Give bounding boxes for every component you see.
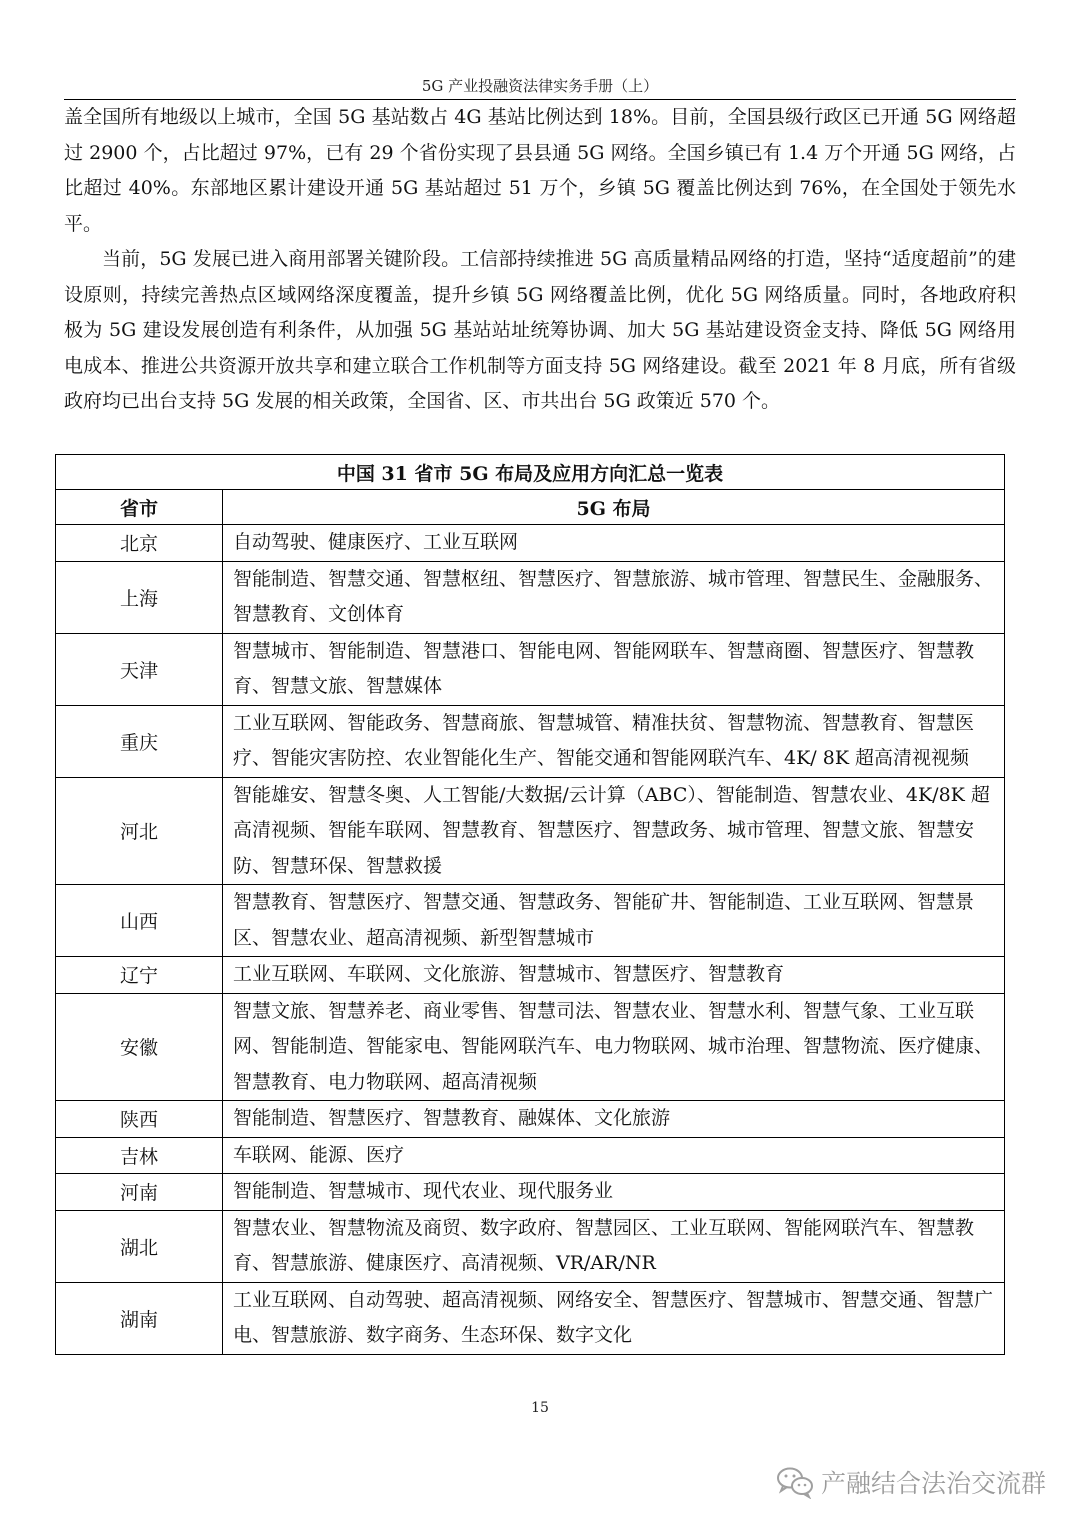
layout-cell: 自动驾驶、健康医疗、工业互联网 [223, 525, 1005, 562]
body-paragraph: 盖全国所有地级以上城市，全国 5G 基站数占 4G 基站比例达到 18%。目前，全国县级行政区已开通 5G 网络超过 2900 个，占比超过 97%，已有 29 个省份实现了县县通 5G 网络。全国乡镇已有 1.4 万个开通 5G 网络，占比超过 40%。东部地区累计建设开通 5G 基站超过 51 万个，乡镇 5G 覆盖比例达到 76%，在全国处于领先水平。 [64, 106, 1016, 235]
province-cell: 吉林 [56, 1137, 223, 1174]
province-cell: 河北 [56, 777, 223, 885]
province-cell: 北京 [56, 525, 223, 562]
province-cell: 山西 [56, 885, 223, 957]
province-cell: 湖南 [56, 1282, 223, 1354]
layout-cell: 智能制造、智慧交通、智慧枢纽、智慧医疗、智慧旅游、城市管理、智慧民生、金融服务、智慧教育、文创体育 [223, 561, 1005, 633]
table-row [56, 1174, 1005, 1211]
layout-cell: 车联网、能源、医疗 [223, 1137, 1005, 1174]
watermark [775, 1462, 1046, 1502]
column-header-province: 省市 [56, 490, 223, 525]
province-cell: 安徽 [56, 993, 223, 1101]
layout-cell: 智慧教育、智慧医疗、智慧交通、智慧政务、智能矿井、智能制造、工业互联网、智慧景区、智慧农业、超高清视频、新型智慧城市 [223, 885, 1005, 957]
layout-cell: 工业互联网、车联网、文化旅游、智慧城市、智慧医疗、智慧教育 [223, 957, 1005, 994]
table-header-row [56, 490, 1005, 525]
body-paragraph: 当前，5G 发展已进入商用部署关键阶段。工信部持续推进 5G 高质量精品网络的打造，坚持“适度超前”的建设原则，持续完善热点区域网络深度覆盖，提升乡镇 5G 网络覆盖比例，优化 5G 网络质量。同时，各地政府积极为 5G 建设发展创造有利条件，从加强 5G 基站站址统筹协调、加大 5G 基站建设资金支持、降低 5G 网络用电成本、推进公共资源开放共享和建立联合工作机制等方面支持 5G 网络建设。截至 2021 年 8 月底，所有省级政府均已出台支持 5G 发展的相关政策，全国省、区、市共出台 5G 政策近 570 个。 [64, 248, 1016, 412]
layout-cell: 工业互联网、自动驾驶、超高清视频、网络安全、智慧医疗、智慧城市、智慧交通、智慧广电、智慧旅游、数字商务、生态环保、数字文化 [223, 1282, 1005, 1354]
table-row [56, 777, 1005, 885]
province-cell: 陕西 [56, 1101, 223, 1138]
table-row [56, 1101, 1005, 1138]
running-header: 5G 产业投融资法律实务手册（上） [421, 77, 659, 95]
province-cell: 河南 [56, 1174, 223, 1211]
layout-cell: 智能雄安、智慧冬奥、人工智能/大数据/云计算（ABC）、智能制造、智慧农业、4K/8K 超高清视频、智能车联网、智慧教育、智慧医疗、智慧政务、城市管理、智慧文旅、智慧安防、智慧环保、智慧救援 [223, 777, 1005, 885]
column-header-layout: 5G 布局 [223, 490, 1005, 525]
table-row [56, 561, 1005, 633]
layout-cell: 智能制造、智慧城市、现代农业、现代服务业 [223, 1174, 1005, 1211]
table-row [56, 1282, 1005, 1354]
table-title: 中国 31 省市 5G 布局及应用方向汇总一览表 [56, 455, 1005, 490]
layout-cell: 智慧城市、智能制造、智慧港口、智能电网、智能网联车、智慧商圈、智慧医疗、智慧教育、智慧文旅、智慧媒体 [223, 633, 1005, 705]
province-cell: 辽宁 [56, 957, 223, 994]
table-row [56, 957, 1005, 994]
layout-cell: 智慧农业、智慧物流及商贸、数字政府、智慧园区、工业互联网、智能网联汽车、智慧教育、智慧旅游、健康医疗、高清视频、VR/AR/NR [223, 1210, 1005, 1282]
page-number: 15 [531, 1400, 549, 1416]
layout-cell: 智能制造、智慧医疗、智慧教育、融媒体、文化旅游 [223, 1101, 1005, 1138]
province-cell: 湖北 [56, 1210, 223, 1282]
summary-table [55, 454, 1005, 1355]
table-title-row [56, 455, 1005, 490]
table-row [56, 633, 1005, 705]
table-row [56, 1137, 1005, 1174]
layout-cell: 工业互联网、智能政务、智慧商旅、智慧城管、精准扶贫、智慧物流、智慧教育、智慧医疗、智能灾害防控、农业智能化生产、智能交通和智能网联汽车、4K/ 8K 超高清视视频 [223, 705, 1005, 777]
table-row [56, 1210, 1005, 1282]
province-cell: 上海 [56, 561, 223, 633]
wechat-icon [775, 1465, 815, 1499]
watermark-text: 产融结合法治交流群 [820, 1469, 1046, 1498]
province-cell: 天津 [56, 633, 223, 705]
table-row [56, 705, 1005, 777]
table-row [56, 993, 1005, 1101]
table-row [56, 885, 1005, 957]
layout-cell: 智慧文旅、智慧养老、商业零售、智慧司法、智慧农业、智慧水利、智慧气象、工业互联网、智能制造、智能家电、智能网联汽车、电力物联网、城市治理、智慧物流、医疗健康、智慧教育、电力物联网、超高清视频 [223, 993, 1005, 1101]
body-text [64, 100, 1016, 420]
province-cell: 重庆 [56, 705, 223, 777]
table-row [56, 525, 1005, 562]
